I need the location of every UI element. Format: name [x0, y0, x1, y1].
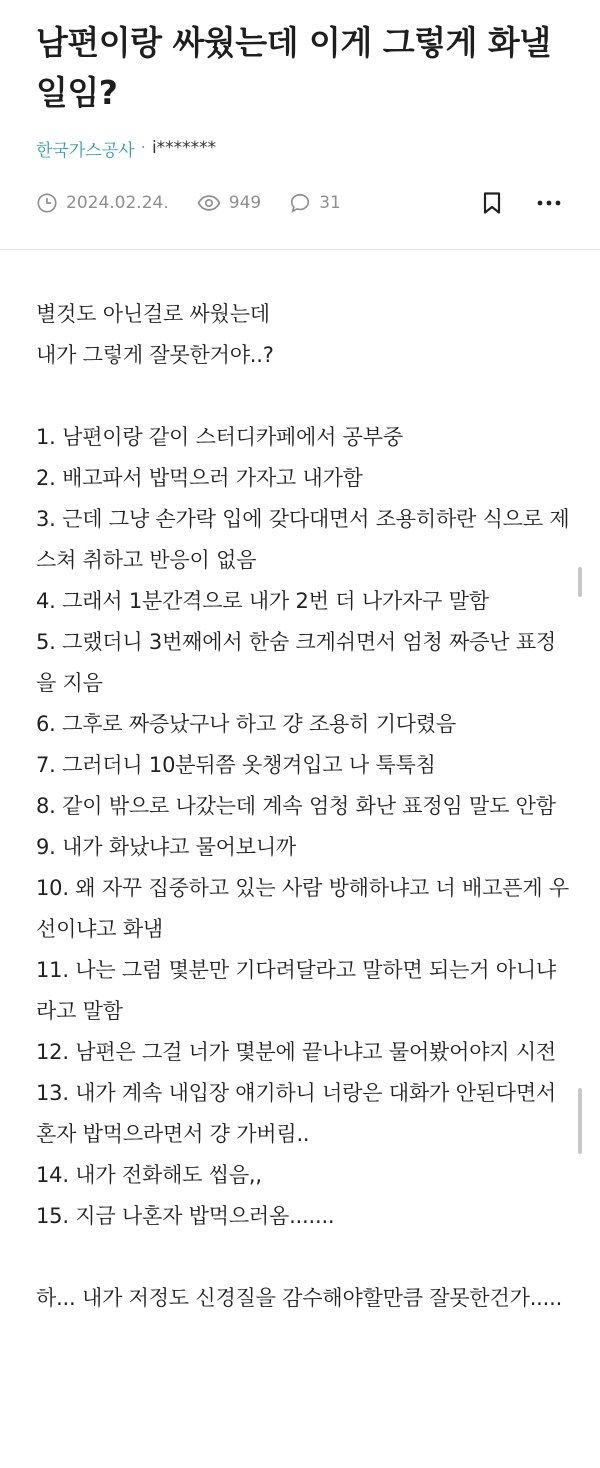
- scroll-indicator: [578, 1088, 582, 1154]
- list-item: 1. 남편이랑 같이 스터디카페에서 공부중: [36, 425, 403, 449]
- more-options-button[interactable]: [535, 190, 563, 216]
- scroll-indicator: [578, 567, 582, 597]
- list-item: 14. 내가 전화해도 씹음,,: [36, 1163, 262, 1187]
- list-item: 15. 지금 나혼자 밥먹으러옴.......: [36, 1204, 335, 1228]
- paragraph-gap: [36, 1237, 571, 1278]
- list-item: 8. 같이 밖으로 나갔는데 계속 엄청 화난 표정임 말도 안함: [36, 794, 556, 818]
- outro-line: 하... 내가 저정도 신경질을 감수해야할만큼 잘못한건가.....: [36, 1286, 563, 1310]
- bookmark-button[interactable]: [480, 190, 504, 216]
- post-date: [36, 192, 169, 214]
- list-item: 4. 그래서 1분간격으로 내가 2번 더 나가자구 말함: [36, 589, 489, 613]
- post-views: [197, 192, 261, 214]
- list-item: 2. 배고파서 밥먹으러 가자고 내가함: [36, 466, 363, 490]
- post-title: 남편이랑 싸웠는데 이게 그렇게 화낼 일임?: [36, 23, 551, 112]
- post-comments[interactable]: [289, 192, 341, 214]
- list-item: 12. 남편은 그걸 너가 몇분에 끝나냐고 물어봤어야지 시전: [36, 1040, 557, 1064]
- post-body: [36, 294, 571, 1319]
- list-item: 3. 근데 그냥 손가락 입에 갖다대면서 조용히하란 식으로 제스쳐 취하고 반응이 없음: [36, 507, 570, 572]
- intro-line: 별것도 아닌걸로 싸웠는데: [36, 302, 270, 326]
- more-dots-icon: [537, 200, 561, 206]
- author-name[interactable]: i*******: [151, 138, 217, 158]
- intro-line: 내가 그렇게 잘못한거야..?: [36, 343, 274, 367]
- date-text: 2024.02.24.: [66, 193, 169, 213]
- comments-count: 31: [319, 193, 341, 213]
- list-item: 13. 내가 계속 내입장 얘기하니 너랑은 대화가 안된다면서 혼자 밥먹으라면서 걍 가버림..: [36, 1081, 557, 1146]
- clock-icon: [36, 192, 58, 214]
- list-item: 7. 그러더니 10분뒤쯤 옷챙겨입고 나 툭툭침: [36, 753, 436, 777]
- separator-dot: ·: [140, 138, 146, 158]
- list-item: 11. 나는 그럼 몇분만 기다려달라고 말하면 되는거 아니냐 라고 말함: [36, 958, 557, 1023]
- post-header: [0, 0, 600, 250]
- author-row: [36, 136, 216, 160]
- list-item: 6. 그후로 짜증났구나 하고 걍 조용히 기다렸음: [36, 712, 457, 736]
- bookmark-icon: [482, 191, 502, 215]
- eye-icon: [197, 192, 221, 214]
- paragraph-gap: [36, 376, 571, 417]
- category-link[interactable]: 한국가스공사: [36, 140, 135, 161]
- post-meta: [36, 190, 369, 216]
- list-item: 5. 그랬더니 3번째에서 한숨 크게쉬면서 엄청 짜증난 표정을 지음: [36, 630, 557, 695]
- views-count: 949: [228, 193, 262, 213]
- list-item: 10. 왜 자꾸 집중하고 있는 사람 방해하냐고 너 배고픈게 우선이냐고 화냄: [36, 876, 569, 941]
- comment-bubble-icon: [289, 192, 311, 214]
- list-item: 9. 내가 화났냐고 물어보니까: [36, 835, 297, 859]
